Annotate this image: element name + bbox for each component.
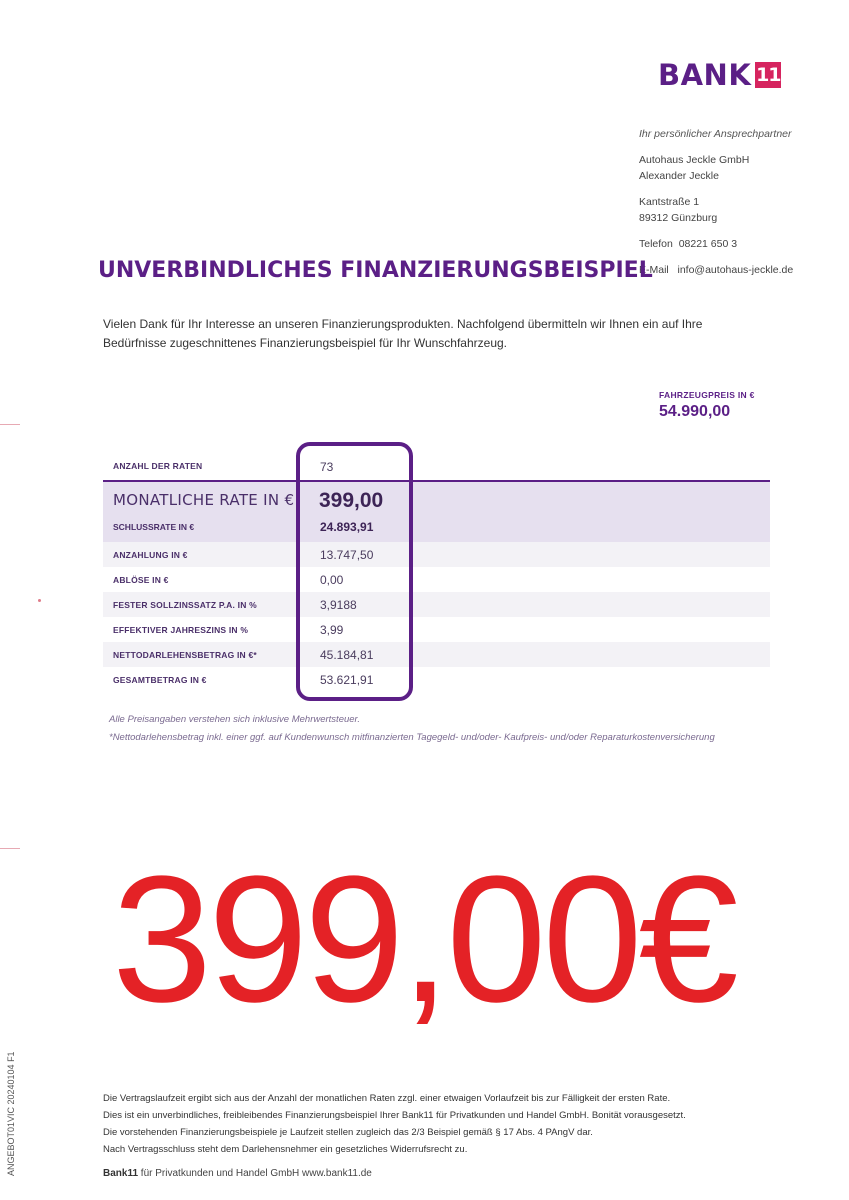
row-value: 3,99 xyxy=(320,623,344,637)
legal-line: Nach Vertragsschluss steht dem Darlehensnehmer ein gesetzliches Widerrufsrecht zu. xyxy=(103,1144,468,1155)
intro-text: Vielen Dank für Ihr Interesse an unseren Finanzierungsprodukten. Nachfolgend übermitteln wir Ihnen ein auf Ihre Bedürfnisse zugeschnittenes Finanzierungsbeispiel für Ihr Wunschfahrzeug. xyxy=(103,317,703,350)
legal-line: Die vorstehenden Finanzierungsbeispiele je Laufzeit stellen zugleich das 2/3 Beispiel gemäß § 17 Abs. 4 PAngV dar. xyxy=(103,1127,593,1138)
table-row xyxy=(103,567,770,592)
table-row xyxy=(103,642,770,667)
contact-street: Kantstraße 1 xyxy=(639,196,700,208)
contact-person: Alexander Jeckle xyxy=(639,170,719,182)
row-label: FESTER SOLLZINSSATZ P.A. IN % xyxy=(113,600,257,610)
monatliche-rate-label: MONATLICHE RATE IN € xyxy=(113,491,295,509)
company-details[interactable]: für Privatkunden und Handel GmbH www.bank11.de xyxy=(138,1168,372,1179)
finance-table xyxy=(103,453,770,692)
contact-block xyxy=(639,126,793,278)
table-row xyxy=(103,617,770,642)
table-row xyxy=(103,592,770,617)
contact-email[interactable]: E-Mail info@autohaus-jeckle.de xyxy=(639,264,794,276)
row-value: 0,00 xyxy=(320,573,344,587)
table-row xyxy=(103,667,770,692)
punch-mark xyxy=(38,599,41,602)
row-label: GESAMTBETRAG IN € xyxy=(113,675,207,685)
contact-city: 89312 Günzburg xyxy=(639,212,718,224)
schlussrate-label: SCHLUSSRATE IN € xyxy=(113,522,195,532)
row-value: 53.621,91 xyxy=(320,673,374,687)
loan-footnote: *Nettodarlehensbetrag inkl. einer ggf. auf Kundenwunsch mitfinanzierten Tagegeld- und/oder- Kaufpreis- und/oder Reparaturkostenversicherung xyxy=(109,732,715,743)
monatliche-rate-value: 399,00 xyxy=(319,489,384,512)
big-price-overlay: 399,00€ xyxy=(112,839,735,1040)
contact-phone: Telefon 08221 650 3 xyxy=(639,238,738,250)
row-value: 13.747,50 xyxy=(320,548,374,562)
row-label: ANZAHLUNG IN € xyxy=(113,550,188,560)
company-name: Bank11 xyxy=(103,1168,139,1179)
table-row-raten xyxy=(103,453,770,480)
value-column-highlight-frame xyxy=(296,442,413,701)
vehicle-price-label: FAHRZEUGPREIS IN € xyxy=(659,390,755,400)
raten-label: ANZAHL DER RATEN xyxy=(113,461,203,471)
row-label: EFFEKTIVER JAHRESZINS IN % xyxy=(113,625,249,635)
contact-heading: Ihr persönlicher Ansprechpartner xyxy=(639,128,792,140)
company-footer xyxy=(103,1168,372,1179)
table-row-monatliche-rate xyxy=(103,480,770,542)
vehicle-price-value: 54.990,00 xyxy=(659,403,731,420)
page-title: UNVERBINDLICHES FINANZIERUNGSBEISPIEL xyxy=(98,258,653,283)
raten-value: 73 xyxy=(320,460,334,474)
fold-mark-top xyxy=(0,424,20,425)
legal-footer xyxy=(103,1090,783,1158)
document-code: ANGEBOT01VIC 20240104 F1 xyxy=(6,1051,16,1176)
row-value: 45.184,81 xyxy=(320,648,374,662)
table-row xyxy=(103,542,770,567)
legal-line: Die Vertragslaufzeit ergibt sich aus der Anzahl der monatlichen Raten zzgl. einer etwaigen Vorlaufzeit bis zur Fälligkeit der ersten Rate. xyxy=(103,1093,671,1104)
logo-text: BANK xyxy=(658,58,752,92)
row-label: ABLÖSE IN € xyxy=(113,575,169,585)
legal-line: Dies ist ein unverbindliches, freibleibendes Finanzierungsbeispiel Ihrer Bank11 für Privatkunden und Handel GmbH. Bonität vorausgesetzt. xyxy=(103,1110,686,1121)
row-value: 3,9188 xyxy=(320,598,357,612)
schlussrate-value: 24.893,91 xyxy=(320,520,374,534)
contact-company: Autohaus Jeckle GmbH xyxy=(639,154,750,166)
fold-mark-bottom xyxy=(0,848,20,849)
logo-mark: 11 xyxy=(756,64,781,86)
bank11-logo xyxy=(658,58,781,92)
vat-note: Alle Preisangaben verstehen sich inklusive Mehrwertsteuer. xyxy=(109,714,360,725)
row-label: NETTODARLEHENSBETRAG IN €* xyxy=(113,650,257,660)
